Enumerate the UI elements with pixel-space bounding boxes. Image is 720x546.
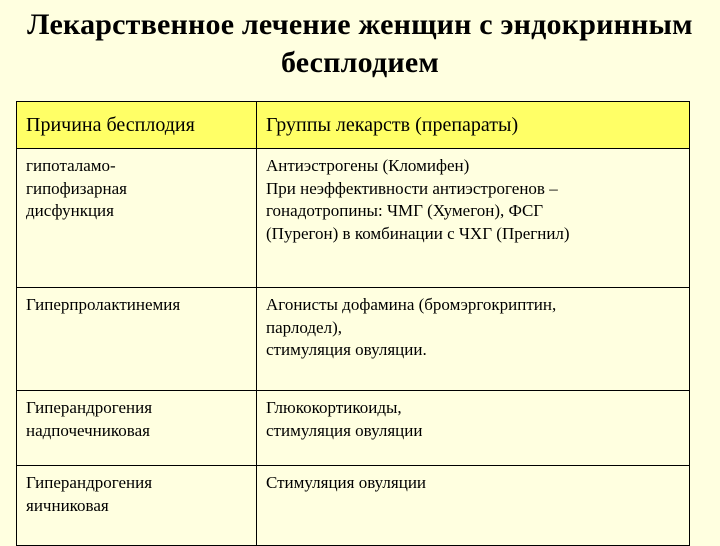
drugs-cell: Антиэстрогены (Кломифен) При неэффективности антиэстрогенов – гонадотропины: ЧМГ (Хумегон), ФСГ (Пурегон) в комбинации с ЧХГ (Прегнил) bbox=[257, 149, 690, 288]
table-row bbox=[17, 288, 690, 391]
drugs-cell: Агонисты дофамина (бромэргокриптин, парлодел), стимуляция овуляции. bbox=[257, 288, 690, 391]
drugs-cell: Стимуляция овуляции bbox=[257, 466, 690, 546]
cause-cell: Гиперандрогения надпочечниковая bbox=[17, 391, 257, 466]
table-row bbox=[17, 466, 690, 546]
cause-cell: гипоталамо- гипофизарная дисфункция bbox=[17, 149, 257, 288]
table-row bbox=[17, 149, 690, 288]
table-header-row bbox=[17, 102, 690, 149]
drugs-cell: Глюкокортикоиды, стимуляция овуляции bbox=[257, 391, 690, 466]
table-row bbox=[17, 391, 690, 466]
cause-cell: Гиперандрогения яичниковая bbox=[17, 466, 257, 546]
header-cause: Причина бесплодия bbox=[17, 102, 257, 149]
slide-title-line-1: Лекарственное лечение женщин с эндокринным bbox=[27, 8, 693, 41]
treatment-table bbox=[16, 101, 690, 546]
slide-title-line-2: бесплодием bbox=[280, 46, 440, 79]
header-drug-groups: Группы лекарств (препараты) bbox=[257, 102, 690, 149]
slide-title bbox=[0, 6, 720, 82]
cause-cell: Гиперпролактинемия bbox=[17, 288, 257, 391]
